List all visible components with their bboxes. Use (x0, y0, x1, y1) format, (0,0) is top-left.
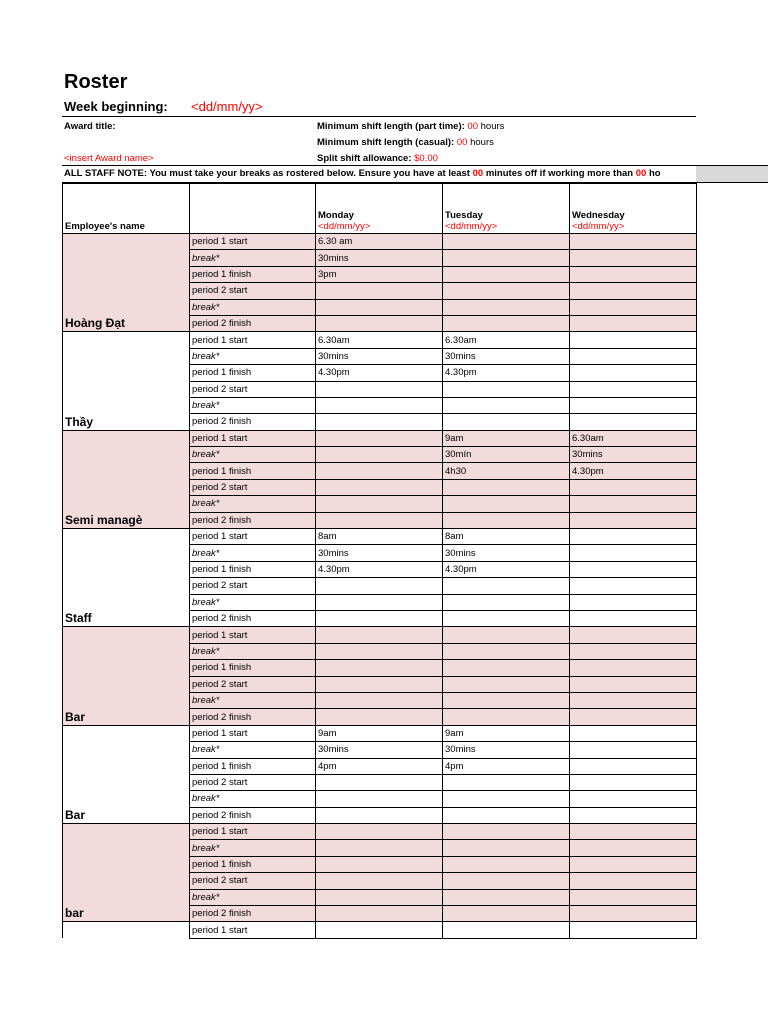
shift-cell[interactable]: 4pm (316, 758, 443, 774)
shift-cell[interactable] (570, 725, 697, 741)
shift-cell[interactable] (316, 578, 443, 594)
period-label: period 1 start (190, 234, 316, 250)
table-header-row (63, 184, 697, 234)
staff-note-bar (62, 166, 768, 182)
period-label: break* (190, 299, 316, 315)
period-label: period 2 start (190, 873, 316, 889)
shift-cell[interactable]: 6.30am (443, 332, 570, 348)
min-part-time-label: Minimum shift length (part time): (317, 121, 465, 132)
note-middle: minutes off if working more than (485, 168, 634, 179)
shift-cell[interactable] (570, 774, 697, 790)
shift-cell[interactable] (443, 283, 570, 299)
note-hours-value[interactable]: 00 (635, 168, 647, 179)
shift-cell[interactable] (570, 660, 697, 676)
shift-cell[interactable] (316, 709, 443, 725)
shift-cell[interactable] (316, 397, 443, 413)
shift-cell[interactable] (316, 414, 443, 430)
period-label: break* (190, 594, 316, 610)
period-label: break* (190, 545, 316, 561)
shift-cell[interactable] (570, 791, 697, 807)
shift-cell[interactable] (316, 299, 443, 315)
shift-cell[interactable] (443, 856, 570, 872)
shift-cell[interactable] (443, 840, 570, 856)
shift-cell[interactable] (443, 791, 570, 807)
employee-name[interactable]: Bar (63, 725, 190, 823)
shift-cell[interactable] (316, 381, 443, 397)
employee-name[interactable]: Semi managè (63, 430, 190, 528)
roster-title: Roster (64, 71, 128, 93)
employee-name[interactable]: Bar (63, 627, 190, 725)
shift-cell[interactable]: 4.30pm (316, 365, 443, 381)
period-label: period 1 start (190, 529, 316, 545)
shift-cell[interactable] (443, 266, 570, 282)
shift-cell[interactable] (443, 299, 570, 315)
shift-cell[interactable]: 30mins (316, 742, 443, 758)
employee-name[interactable]: Staff (63, 529, 190, 627)
shift-cell[interactable] (570, 643, 697, 659)
shift-cell[interactable] (316, 594, 443, 610)
shift-cell[interactable] (443, 414, 570, 430)
shift-cell[interactable] (443, 922, 570, 938)
shift-cell[interactable] (443, 578, 570, 594)
shift-cell[interactable] (570, 365, 697, 381)
period-label: period 2 finish (190, 807, 316, 823)
period-label: period 1 finish (190, 856, 316, 872)
shift-cell[interactable]: 9am (316, 725, 443, 741)
shift-cell[interactable] (570, 397, 697, 413)
note-minutes-value[interactable]: 00 (472, 168, 484, 179)
shift-cell[interactable]: 6.30am (570, 430, 697, 446)
roster-row (63, 430, 697, 446)
shift-cell[interactable] (443, 315, 570, 331)
period-label: period 1 start (190, 922, 316, 938)
period-label: break* (190, 840, 316, 856)
shift-cell[interactable]: 4.30pm (443, 561, 570, 577)
period-label: break* (190, 250, 316, 266)
shift-cell[interactable] (570, 742, 697, 758)
shift-cell[interactable] (570, 807, 697, 823)
roster-row (63, 627, 697, 643)
shift-cell[interactable] (570, 758, 697, 774)
shift-cell[interactable] (570, 512, 697, 528)
shift-cell[interactable]: 8am (316, 529, 443, 545)
period-label: period 2 start (190, 578, 316, 594)
period-label: period 2 start (190, 676, 316, 692)
shift-cell[interactable] (316, 447, 443, 463)
shift-cell[interactable]: 4pm (443, 758, 570, 774)
shift-cell[interactable] (316, 824, 443, 840)
day-date[interactable]: <dd/mm/yy> (572, 221, 625, 232)
shift-cell[interactable] (570, 545, 697, 561)
shift-cell[interactable] (570, 250, 697, 266)
shift-cell[interactable]: 30mín (443, 447, 570, 463)
shift-cell[interactable] (443, 906, 570, 922)
shift-cell[interactable] (443, 234, 570, 250)
shift-cell[interactable] (570, 610, 697, 626)
shift-cell[interactable] (443, 807, 570, 823)
period-label: break* (190, 447, 316, 463)
shift-cell[interactable] (570, 856, 697, 872)
roster-row (63, 234, 697, 250)
period-header (190, 184, 316, 234)
shift-cell[interactable] (443, 643, 570, 659)
shift-cell[interactable]: 30mins (570, 447, 697, 463)
period-label: period 2 start (190, 479, 316, 495)
shift-cell[interactable] (570, 234, 697, 250)
shift-cell[interactable] (316, 807, 443, 823)
shift-cell[interactable] (443, 594, 570, 610)
shift-cell[interactable] (316, 643, 443, 659)
staff-note-text (64, 168, 661, 179)
period-label: break* (190, 643, 316, 659)
note-suffix: ho (648, 168, 661, 179)
shift-cell[interactable] (316, 692, 443, 708)
shift-cell[interactable] (570, 676, 697, 692)
shift-cell[interactable] (443, 627, 570, 643)
shift-cell[interactable] (570, 266, 697, 282)
shift-cell[interactable] (316, 873, 443, 889)
shift-cell[interactable]: 4h30 (443, 463, 570, 479)
shift-cell[interactable] (443, 676, 570, 692)
shift-cell[interactable] (316, 676, 443, 692)
period-label: period 1 start (190, 725, 316, 741)
shift-cell[interactable] (316, 512, 443, 528)
period-label: period 2 finish (190, 610, 316, 626)
shift-cell[interactable] (570, 529, 697, 545)
shift-cell[interactable] (316, 906, 443, 922)
day-name: Wednesday (572, 210, 625, 221)
period-label: break* (190, 692, 316, 708)
shift-cell[interactable] (316, 610, 443, 626)
shift-cell[interactable] (570, 627, 697, 643)
period-label: period 2 start (190, 381, 316, 397)
shift-cell[interactable] (316, 856, 443, 872)
shift-cell[interactable] (316, 430, 443, 446)
shift-cell[interactable] (570, 692, 697, 708)
shift-cell[interactable] (443, 610, 570, 626)
shift-cell[interactable] (570, 332, 697, 348)
min-casual-label: Minimum shift length (casual): (317, 137, 455, 148)
split-label: Split shift allowance: (317, 153, 412, 164)
note-prefix: ALL STAFF NOTE: You must take your breaks as rostered below. Ensure you have at least (64, 168, 470, 179)
award-title-label: Award title: (64, 121, 116, 132)
header-top-rule (62, 116, 696, 117)
shift-cell[interactable] (316, 660, 443, 676)
employee-name[interactable]: Hoàng Đạt (63, 234, 190, 332)
shift-cell[interactable] (443, 250, 570, 266)
shift-cell[interactable] (570, 594, 697, 610)
award-name-field[interactable]: <insert Award name> (64, 153, 154, 164)
shift-cell[interactable] (316, 283, 443, 299)
roster-row (63, 332, 697, 348)
week-beginning-value[interactable]: <dd/mm/yy> (191, 99, 263, 114)
roster-row (63, 922, 697, 938)
shift-cell[interactable]: 30mins (316, 250, 443, 266)
shift-cell[interactable] (570, 840, 697, 856)
period-label: period 1 finish (190, 561, 316, 577)
roster-row (63, 725, 697, 741)
shift-cell[interactable] (316, 479, 443, 495)
min-shift-casual (317, 137, 494, 148)
shift-cell[interactable] (443, 824, 570, 840)
period-label: period 1 finish (190, 758, 316, 774)
shift-cell[interactable]: 30mins (443, 545, 570, 561)
roster-row (63, 529, 697, 545)
period-label: period 1 finish (190, 365, 316, 381)
shift-cell[interactable] (316, 774, 443, 790)
employee-name[interactable]: bar (63, 824, 190, 922)
shift-cell[interactable]: 4.30pm (316, 561, 443, 577)
shift-cell[interactable]: 9am (443, 725, 570, 741)
period-label: period 1 finish (190, 660, 316, 676)
shift-cell[interactable] (570, 561, 697, 577)
shift-cell[interactable] (316, 627, 443, 643)
period-label: period 2 start (190, 774, 316, 790)
period-label: period 1 start (190, 824, 316, 840)
shift-cell[interactable] (570, 873, 697, 889)
period-label: break* (190, 397, 316, 413)
shift-cell[interactable]: 9am (443, 430, 570, 446)
shift-cell[interactable]: 30mins (443, 348, 570, 364)
shift-cell[interactable] (316, 315, 443, 331)
employee-name[interactable] (63, 922, 190, 938)
min-casual-value[interactable]: 00 (456, 137, 468, 148)
shift-cell[interactable] (443, 692, 570, 708)
period-label: break* (190, 496, 316, 512)
period-label: break* (190, 791, 316, 807)
shift-cell[interactable] (316, 463, 443, 479)
shift-cell[interactable] (443, 709, 570, 725)
shift-cell[interactable] (443, 660, 570, 676)
shift-cell[interactable] (443, 496, 570, 512)
shift-cell[interactable] (570, 414, 697, 430)
shift-cell[interactable]: 4.30pm (443, 365, 570, 381)
shift-cell[interactable] (570, 496, 697, 512)
shift-cell[interactable]: 30mins (316, 348, 443, 364)
shift-cell[interactable]: 3pm (316, 266, 443, 282)
day-date[interactable]: <dd/mm/yy> (318, 221, 371, 232)
shift-cell[interactable] (570, 479, 697, 495)
shift-cell[interactable] (443, 381, 570, 397)
shift-cell[interactable] (316, 889, 443, 905)
period-label: period 2 finish (190, 906, 316, 922)
shift-cell[interactable] (570, 889, 697, 905)
week-beginning-label: Week beginning: (64, 99, 168, 114)
shift-cell[interactable] (570, 315, 697, 331)
period-label: period 1 start (190, 627, 316, 643)
shift-cell[interactable]: 6.30 am (316, 234, 443, 250)
shift-cell[interactable] (443, 397, 570, 413)
min-shift-part-time (317, 121, 504, 132)
shift-cell[interactable]: 30mins (316, 545, 443, 561)
split-shift-allowance (317, 153, 438, 164)
hours-unit: hours (470, 137, 494, 148)
period-label: period 1 finish (190, 463, 316, 479)
shift-cell[interactable] (570, 906, 697, 922)
period-label: period 2 finish (190, 315, 316, 331)
shift-cell[interactable] (443, 774, 570, 790)
shift-cell[interactable] (570, 381, 697, 397)
shift-cell[interactable] (316, 840, 443, 856)
hours-unit: hours (480, 121, 505, 132)
shift-cell[interactable] (570, 348, 697, 364)
shift-cell[interactable] (443, 512, 570, 528)
day-name: Monday (318, 210, 354, 221)
note-overflow-shade (696, 166, 768, 182)
day-header-tuesday (443, 184, 570, 234)
shift-cell[interactable]: 30mins (443, 742, 570, 758)
shift-cell[interactable] (570, 283, 697, 299)
shift-cell[interactable] (570, 922, 697, 938)
period-label: break* (190, 889, 316, 905)
shift-cell[interactable] (570, 299, 697, 315)
shift-cell[interactable] (443, 873, 570, 889)
roster-row (63, 824, 697, 840)
period-label: break* (190, 348, 316, 364)
shift-cell[interactable] (443, 479, 570, 495)
shift-cell[interactable] (570, 578, 697, 594)
period-label: period 1 finish (190, 266, 316, 282)
employee-name[interactable]: Thầy (63, 332, 190, 430)
period-label: period 2 start (190, 283, 316, 299)
shift-cell[interactable] (570, 824, 697, 840)
employee-name-header: Employee's name (63, 184, 190, 234)
day-date[interactable]: <dd/mm/yy> (445, 221, 498, 232)
split-value[interactable]: $0.00 (414, 153, 438, 164)
shift-cell[interactable]: 6.30am (316, 332, 443, 348)
day-name: Tuesday (445, 210, 483, 221)
shift-cell[interactable] (570, 709, 697, 725)
period-label: period 1 start (190, 332, 316, 348)
period-label: period 1 start (190, 430, 316, 446)
shift-cell[interactable] (316, 791, 443, 807)
min-part-time-value[interactable]: 00 (467, 121, 478, 132)
day-header-monday (316, 184, 443, 234)
period-label: break* (190, 742, 316, 758)
shift-cell[interactable] (443, 889, 570, 905)
period-label: period 2 finish (190, 709, 316, 725)
shift-cell[interactable] (316, 922, 443, 938)
period-label: period 2 finish (190, 512, 316, 528)
day-header-wednesday (570, 184, 697, 234)
shift-cell[interactable]: 8am (443, 529, 570, 545)
shift-cell[interactable]: 4.30pm (570, 463, 697, 479)
shift-cell[interactable] (316, 496, 443, 512)
roster-table (62, 183, 697, 939)
period-label: period 2 finish (190, 414, 316, 430)
